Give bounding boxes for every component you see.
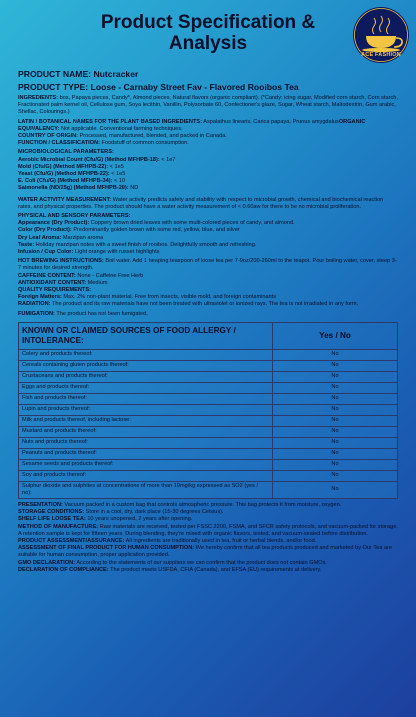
latin-names: LATIN / BOTANICAL NAMES FOR THE PLANT BASED INGREDIENTS: Aspalathus linearis, Carica papaya, Prunus amygdalusORGANIC EQUIVALENCY: Not applicable. Conventional farming techniques.: [18, 118, 366, 132]
brewing-instructions: HOT BREWING INSTRUCTIONS: Boil water. Add 1 heaping teaspoon of loose tea per 7-9oz/200-260ml to the teapot. Pour boiling water, cover, steep 3-7 minutes for desired strength.: [18, 258, 397, 272]
header: [0, 0, 416, 66]
color-dry: Color (Dry Product): Predominantly golden brown with some red, yellow, blue, and silver: [18, 227, 240, 234]
allergy-item: Sulphur dioxide and sulphites at concentrations of more than 10mg/kg expressed as SO2 (yes / no):: [19, 481, 273, 498]
allergy-value: No: [273, 437, 398, 448]
allergy-item: Fish and products thereof:: [19, 393, 273, 404]
allergy-table: [18, 322, 398, 499]
allergy-item: Peanuts and products thereof:: [19, 448, 273, 459]
allergy-value: No: [273, 382, 398, 393]
allergy-value: No: [273, 360, 398, 371]
allergy-item: Crustaceans and products thereof:: [19, 371, 273, 382]
allergy-row: [19, 426, 398, 437]
allergy-item: Milk and products thereof, including lactose:: [19, 415, 273, 426]
allergy-item: Nuts and products thereof:: [19, 437, 273, 448]
title-line-2: Analysis: [168, 33, 248, 54]
allergy-item: Sesame seeds and products thereof:: [19, 459, 273, 470]
allergy-row: [19, 382, 398, 393]
brand-logo: [352, 6, 410, 64]
allergy-row: [19, 404, 398, 415]
product-assurance: PRODUCT ASSESSMENT/ASSURANCE: All ingredients are traditionally used in tea, fruit or herbal blends, and/or food.: [18, 537, 317, 544]
storage-conditions: STORAGE CONDITIONS: Store in a cool, dry, dark place (15-30 degrees Celsius).: [18, 509, 224, 516]
antioxidant-content: ANTIOXIDANT CONTENT: Medium: [18, 279, 108, 286]
allergy-value: No: [273, 470, 398, 481]
allergy-row: [19, 470, 398, 481]
allergy-row: [19, 393, 398, 404]
sensory-heading: PHYSICAL AND SENSORY PARAMETERS:: [18, 213, 131, 220]
quality-heading: QUALITY REQUIREMENTS:: [18, 287, 91, 294]
allergy-row: [19, 371, 398, 382]
allergy-value: No: [273, 459, 398, 470]
foreign-matters: Foreign Matters: Max. 2% non-plant material. Free from insects, visible mold, and foreign contaminants: [18, 294, 277, 301]
function-classification: FUNCTION / CLASSIFICATION: Foodstuff of common consumption.: [18, 140, 189, 147]
allergy-value: No: [273, 371, 398, 382]
product-info: [0, 69, 416, 92]
allergy-row: [19, 459, 398, 470]
specifications: [0, 95, 416, 318]
micro-section: [18, 149, 398, 192]
allergy-item: Mustard and products thereof:: [19, 426, 273, 437]
title-line-1: Product Specification &: [100, 12, 316, 33]
water-activity: WATER ACTIVITY MEASUREMENT: Water activity predicts safety and stability with respect to microbial growth, chemical and biochemical reaction rates, and physical properties. The product should have a water activity measurement of < 0.60aw for there to be no microbial proliferation.: [18, 196, 384, 210]
allergy-item: Soy and products thereof:: [19, 470, 273, 481]
allergy-value: No: [273, 404, 398, 415]
allergy-header-row: [19, 322, 398, 349]
allergy-row: [19, 481, 398, 498]
radiation: RADIATION: The product and its raw materials have not been treated with ultraviolet or ionized rays. The tea is not irradiated in any form.: [18, 301, 359, 308]
micro-row: Yeast (Cfu/G) (Method MFHPB-22): < 1e5: [18, 171, 126, 178]
final-product-assessment: ASSESSMENT OF FINAL PRODUCT FOR HUMAN CONSUMPTION: We hereby confirm that all tea products produced and marketed by Our Tea are suitable for human consumption, proper application provided.: [18, 545, 392, 559]
country-of-origin: COUNTRY OF ORIGIN: Processed, manufactured, blended, and packed in Canada.: [18, 133, 227, 140]
logo-text: ACE FASHION: [361, 52, 401, 58]
product-type: PRODUCT TYPE: Loose - Carnaby Street Fav - Flavored Rooibos Tea: [18, 82, 299, 92]
allergy-row: [19, 415, 398, 426]
micro-row: Salmonella (ND/25g) (Method MFHPB-20): ND: [18, 185, 139, 192]
allergy-header-right: Yes / No: [273, 322, 398, 349]
allergy-value: No: [273, 448, 398, 459]
allergy-value: No: [273, 426, 398, 437]
allergy-value: No: [273, 415, 398, 426]
sensory-section: [18, 213, 398, 256]
allergy-row: [19, 437, 398, 448]
dry-leaf-aroma: Dry Leaf Aroma: Marzipan aroma: [18, 234, 104, 241]
allergy-value: No: [273, 481, 398, 498]
method-of-manufacture: METHOD OF MANUFACTURE: Raw materials are received, tested per FSSC 2200, FSMA, and SFCR safety protocols, and vacuum-packed for storage. A retention sample is kept for fifteen years. During blending, they're mixed with organic flavors, tested, and vacuum-sealed before distribution.: [18, 523, 398, 537]
micro-row: E. Coli (Cfu/G) (Method MFHPB-34): < 10: [18, 178, 126, 185]
shelf-life: SHELF LIFE LOOSE TEA: 10 years unopened, 2 years after opening.: [18, 516, 193, 523]
infusion-color: Infusion / Cup Color: Light orange with russet highlights: [18, 249, 160, 256]
caffeine-content: CAFFEINE CONTENT: None - Caffeine Free Herb: [18, 272, 144, 279]
presentation: PRESENTATION: Vacuum packed in a custom bag that controls atmospheric pressure. This bag protects it from moisture, oxygen.: [18, 501, 342, 508]
allergy-value: No: [273, 393, 398, 404]
allergy-row: [19, 448, 398, 459]
micro-heading: MICROBIOLOGICAL PARAMETERS:: [18, 149, 114, 156]
allergy-item: Eggs and products thereof:: [19, 382, 273, 393]
allergy-item: Celery and products thereof:: [19, 349, 273, 360]
footer-section: [0, 502, 416, 574]
allergy-row: [19, 349, 398, 360]
allergy-value: No: [273, 349, 398, 360]
allergy-item: Cereals containing gluten products thereof:: [19, 360, 273, 371]
ingredients: INGREDIENTS: bos, Papaya pieces, Candy*, Almond pieces, Natural flavors (organic compliant). (*Candy: icing sugar, Modified corn starch, Corn starch, Fractionated palm kernel oil, Cellulose gum, Soya lecithin, Vanillin, Polysorbate 60, Confectioner's glaze, Sugar, Wheat starch, Maltodextrin, Gum arabic, Shellac, Colourings.): [18, 95, 398, 116]
micro-row: Mold (Cfu/G) (Method MFHPB-22): < 1e5: [18, 163, 124, 170]
micro-row: Aerobic Microbial Count (Cfu/G) (Method MFHPB-18): < 1e7: [18, 156, 176, 163]
allergy-row: [19, 360, 398, 371]
compliance-declaration: DECLARATION OF COMPLIANCE: The product meets USFDA, CFIA (Canada), and EFSA (EU) requirements at delivery.: [18, 566, 322, 573]
gmo-declaration: GMO DECLARATION: According to the statements of our suppliers we can confirm that the product does not contain GMOs.: [18, 559, 327, 566]
fumigation: FUMIGATION: The product has not been fumigated.: [18, 310, 148, 317]
product-name: PRODUCT NAME: Nutcracker: [18, 69, 139, 79]
taste: Taste: Holiday marzipan notes with a sweet finish of rooibos. Delightfully smooth and refreshing.: [18, 241, 257, 248]
allergy-item: Lupin and products thereof:: [19, 404, 273, 415]
appearance: Appearance (Dry Product): Coppery brown dried leaves with some multi-colored pieces of candy, and almond.: [18, 220, 295, 227]
allergy-header-left: KNOWN OR CLAIMED SOURCES OF FOOD ALLERGY / INTOLERANCE:: [19, 322, 273, 349]
